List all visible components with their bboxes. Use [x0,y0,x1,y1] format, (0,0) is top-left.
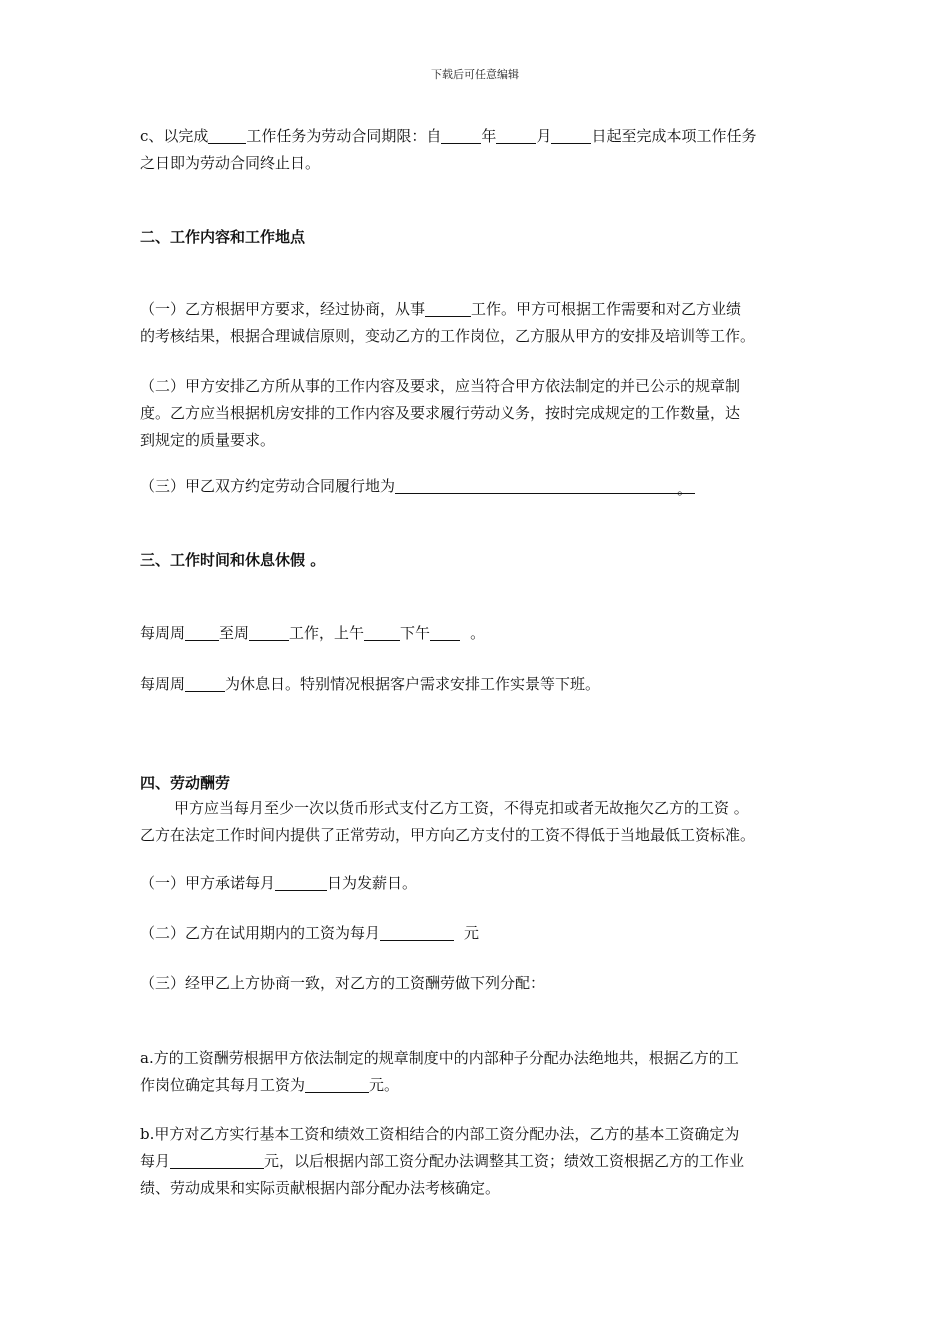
blank-afternoon[interactable] [430,623,460,641]
section-4-item-1: （一）甲方承诺每月 日为发薪日。 [140,874,418,892]
blank-weekday-end[interactable] [249,623,289,641]
blank-year[interactable] [441,126,481,144]
blank-probation-salary[interactable] [380,923,454,941]
clause-b: b.甲方对乙方实行基本工资和绩效工资相结合的内部工资分配办法，乙方的基本工资确定为 每月 元，以后根据内部工资分配办法调整其工资；绩效工资根据乙方的工作业 绩、劳动成果和实际贡献根据内部分配办法考核确定。 [140,1125,745,1197]
blank-job[interactable] [425,299,471,317]
clause-a: a.方的工资酬劳根据甲方依法制定的规章制度中的内部种子分配办法绝地共，根据乙方的工 作岗位确定其每月工资为 元。 [140,1049,739,1094]
page-header: 下载后可任意编辑 [431,68,519,81]
blank-month[interactable] [496,126,536,144]
blank-morning[interactable] [364,623,400,641]
section-2-item-2: （二）甲方安排乙方所从事的工作内容及要求，应当符合甲方依法制定的并已公示的规章制 度。乙方应当根据机房安排的工作内容及要求履行劳动义务，按时完成规定的工作数量，达 到规定的质量要求。 [140,377,741,449]
section-4-intro: 甲方应当每月至少一次以货币形式支付乙方工资，不得克扣或者无故拖欠乙方的工资 。 乙方在法定工作时间内提供了正常劳动，甲方向乙方支付的工资不得低于当地最低工资标准。 [140,799,756,844]
blank-workplace[interactable]: 。 [395,476,695,494]
blank-task[interactable] [208,126,246,144]
blank-rest-day[interactable] [185,674,225,692]
section-3-item-2: 每周周 为休息日。特别情况根据客户需求安排工作实景等下班。 [140,675,601,693]
section-4-item-3: （三）经甲乙上方协商一致，对乙方的工资酬劳做下列分配： [140,974,546,992]
section-2-item-1: （一）乙方根据甲方要求，经过协商，从事 工作。甲方可根据工作需要和对乙方业绩 的考核结果，根据合理诚信原则，变动乙方的工作岗位，乙方服从甲方的安排及培训等工作。 [140,300,756,345]
paragraph-c: c、以完成 工作任务为劳动合同期限：自 年 月 日起至完成本项工作任务 之日即为劳动合同终止日。 [140,127,757,172]
section-4-title: 四、劳动酬劳 [140,774,231,792]
section-2-title: 二、工作内容和工作地点 [140,228,306,246]
blank-day[interactable] [551,126,591,144]
section-3-title: 三、工作时间和休息休假 。 [140,551,326,569]
blank-weekday-start[interactable] [185,623,219,641]
blank-payday[interactable] [275,873,327,891]
section-4-item-2: （二）乙方在试用期内的工资为每月 元 [140,924,480,942]
section-3-item-1: 每周周 至周 工作，上午 下午 。 [140,624,486,642]
blank-base-salary[interactable] [170,1151,264,1169]
blank-monthly-salary[interactable] [305,1075,369,1093]
section-2-item-3: （三）甲乙双方约定劳动合同履行地为 。 [140,473,830,500]
